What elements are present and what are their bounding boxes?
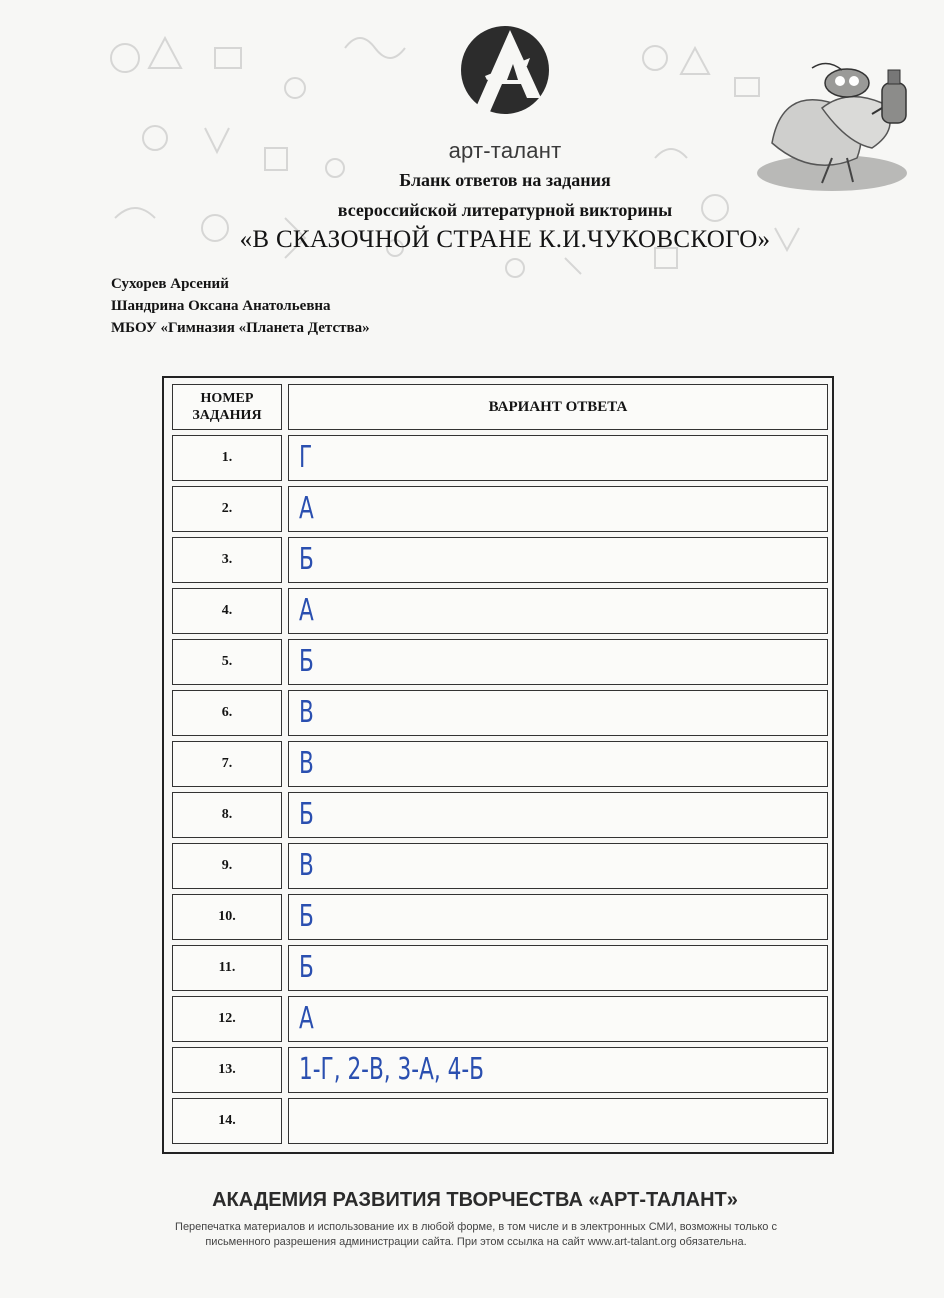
form-title-line1: Бланк ответов на задания: [399, 170, 611, 190]
task-number: 2.: [172, 486, 282, 532]
task-number: 11.: [172, 945, 282, 991]
task-number: 14.: [172, 1098, 282, 1144]
footer-note-line1: Перепечатка материалов и использование их в любой форме, в том числе и в электронных СМИ, возможны только с: [175, 1221, 777, 1233]
handwritten-answer: А: [299, 1001, 314, 1036]
task-number: 5.: [172, 639, 282, 685]
footer-title: АКАДЕМИЯ РАЗВИТИЯ ТВОРЧЕСТВА «АРТ-ТАЛАНТ»: [212, 1189, 738, 1211]
column-header-answer: ВАРИАНТ ОТВЕТА: [288, 384, 828, 430]
student-name: Сухорев Арсений: [111, 276, 229, 292]
answer-field[interactable]: [288, 588, 828, 634]
form-title-line2: всероссийской литературной викторины: [337, 200, 673, 220]
column-header-number-line1: НОМЕР: [200, 391, 254, 406]
teacher-name: Шандрина Оксана Анатольевна: [111, 298, 331, 314]
handwritten-answer: А: [299, 593, 314, 628]
answer-field[interactable]: [288, 690, 828, 736]
task-number: 7.: [172, 741, 282, 787]
answer-field[interactable]: [288, 996, 828, 1042]
footer-copyright-note: [120, 1220, 832, 1250]
task-number: 3.: [172, 537, 282, 583]
answer-field[interactable]: [288, 843, 828, 889]
answer-table: [162, 376, 834, 1154]
answer-field[interactable]: [288, 945, 828, 991]
answer-field[interactable]: [288, 894, 828, 940]
quiz-title: «В СКАЗОЧНОЙ СТРАНЕ К.И.ЧУКОВСКОГО»: [239, 226, 771, 253]
handwritten-answer: Б: [299, 542, 314, 577]
answer-field[interactable]: [288, 639, 828, 685]
answer-field[interactable]: [288, 435, 828, 481]
answer-field[interactable]: [288, 486, 828, 532]
handwritten-answer: В: [299, 746, 314, 781]
handwritten-answer: Б: [299, 797, 314, 832]
task-number: 1.: [172, 435, 282, 481]
task-number: 9.: [172, 843, 282, 889]
task-number: 12.: [172, 996, 282, 1042]
column-header-number-line2: ЗАДАНИЯ: [192, 408, 262, 423]
task-number: 10.: [172, 894, 282, 940]
answer-field[interactable]: [288, 537, 828, 583]
brand-name: арт-талант: [448, 138, 562, 163]
handwritten-answer: Б: [299, 899, 314, 934]
answer-field[interactable]: [288, 741, 828, 787]
task-number: 8.: [172, 792, 282, 838]
handwritten-answer: Б: [299, 644, 314, 679]
handwritten-answer: В: [299, 848, 314, 883]
handwritten-answer: В: [299, 695, 314, 730]
handwritten-answer: 1-Г, 2-В, 3-А, 4-Б: [299, 1052, 484, 1087]
answer-field[interactable]: [288, 1047, 828, 1093]
task-number: 6.: [172, 690, 282, 736]
column-header-number: [172, 384, 282, 430]
footer-note-line2: письменного разрешения администрации сайта. При этом ссылка на сайт www.art-talant.org обязательна.: [205, 1236, 747, 1248]
task-number: 4.: [172, 588, 282, 634]
answer-field[interactable]: [288, 792, 828, 838]
school-name: МБОУ «Гимназия «Планета Детства»: [111, 320, 370, 336]
task-number: 13.: [172, 1047, 282, 1093]
handwritten-answer: А: [299, 491, 314, 526]
handwritten-answer: Г: [299, 440, 313, 475]
samovar-fly-illustration: [752, 48, 927, 198]
handwritten-answer: Б: [299, 950, 314, 985]
answer-field[interactable]: [288, 1098, 828, 1144]
art-talant-logo: [455, 18, 555, 128]
